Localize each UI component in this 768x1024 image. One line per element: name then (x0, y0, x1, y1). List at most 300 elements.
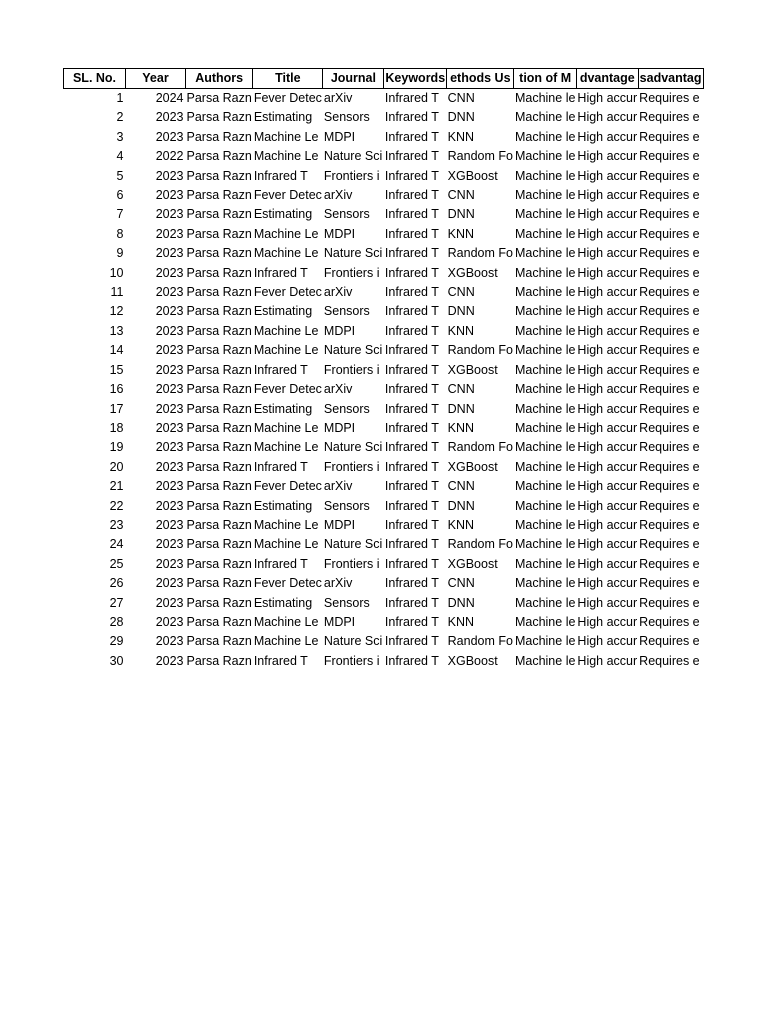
table-cell[interactable]: Random Fo (447, 537, 513, 552)
table-cell[interactable]: 2023 (155, 362, 184, 377)
table-cell[interactable]: 7 (116, 207, 124, 222)
table-cell[interactable]: 3 (116, 129, 124, 144)
table-cell[interactable]: 2023 (155, 420, 184, 435)
table-cell[interactable]: Parsa Razn (186, 285, 252, 300)
table-cell[interactable]: Parsa Razn (186, 634, 252, 649)
table-cell[interactable]: Frontiers i (323, 168, 380, 183)
table-cell[interactable]: Requires e (639, 517, 700, 532)
table-cell[interactable]: arXiv (323, 91, 353, 105)
table-cell[interactable]: DNN (447, 207, 475, 222)
table-cell[interactable]: XGBoost (447, 265, 498, 280)
table-cell[interactable]: Infrared T (384, 459, 439, 474)
table-cell[interactable]: Machine Le (253, 129, 319, 144)
table-cell[interactable]: Requires e (639, 362, 700, 377)
table-cell[interactable]: XGBoost (447, 653, 498, 668)
table-cell[interactable]: High accur (577, 653, 638, 668)
table-cell[interactable]: High accur (577, 265, 638, 280)
table-cell[interactable]: Parsa Razn (186, 382, 252, 397)
table-cell[interactable]: 4 (116, 149, 124, 164)
table-cell[interactable]: Infrared T (384, 246, 439, 261)
table-cell[interactable]: 2022 (155, 149, 184, 164)
table-cell[interactable]: High accur (577, 207, 638, 222)
table-cell[interactable]: Parsa Razn (186, 304, 252, 319)
table-cell[interactable]: 8 (116, 226, 124, 241)
table-cell[interactable]: High accur (577, 440, 638, 455)
table-cell[interactable]: Parsa Razn (186, 420, 252, 435)
table-cell[interactable]: XGBoost (447, 459, 498, 474)
table-cell[interactable]: 28 (109, 614, 124, 629)
table-cell[interactable]: Random Fo (447, 343, 513, 358)
table-cell[interactable]: Infrared T (384, 110, 439, 125)
table-cell[interactable]: Sensors (323, 110, 370, 125)
table-cell[interactable]: KNN (447, 129, 475, 144)
table-cell[interactable]: Infrared T (253, 556, 308, 571)
table-cell[interactable]: Parsa Razn (186, 110, 252, 125)
table-cell[interactable]: arXiv (323, 188, 353, 203)
table-cell[interactable]: XGBoost (447, 556, 498, 571)
table-cell[interactable]: 19 (109, 440, 124, 455)
table-cell[interactable]: Estimating (253, 498, 313, 513)
table-cell[interactable]: Machine Le (253, 420, 319, 435)
table-cell[interactable]: Machine le (514, 556, 576, 571)
table-cell[interactable]: 11 (110, 285, 124, 300)
table-cell[interactable]: Requires e (639, 323, 700, 338)
table-cell[interactable]: Sensors (323, 595, 370, 610)
table-cell[interactable]: 2023 (155, 207, 184, 222)
table-cell[interactable]: 2023 (155, 537, 184, 552)
table-cell[interactable]: Infrared T (384, 91, 439, 105)
table-cell[interactable]: Nature Sci (323, 440, 383, 455)
table-cell[interactable]: Parsa Razn (186, 556, 252, 571)
column-header[interactable]: dvantage (576, 69, 638, 89)
table-cell[interactable]: MDPI (323, 226, 356, 241)
table-cell[interactable]: Fever Detec (253, 285, 322, 300)
table-cell[interactable]: Fever Detec (253, 188, 322, 203)
table-cell[interactable]: 22 (109, 498, 124, 513)
table-cell[interactable]: High accur (577, 188, 638, 203)
table-cell[interactable]: Frontiers i (323, 556, 380, 571)
table-cell[interactable]: Nature Sci (323, 246, 383, 261)
table-cell[interactable]: Estimating (253, 304, 313, 319)
table-cell[interactable]: CNN (447, 479, 475, 494)
table-cell[interactable]: Infrared T (384, 498, 439, 513)
table-cell[interactable]: Requires e (639, 459, 700, 474)
table-cell[interactable]: High accur (577, 285, 638, 300)
table-cell[interactable]: Requires e (639, 343, 700, 358)
table-cell[interactable]: Parsa Razn (186, 91, 252, 105)
table-cell[interactable]: 2023 (155, 595, 184, 610)
table-cell[interactable]: High accur (577, 479, 638, 494)
table-cell[interactable]: Parsa Razn (186, 207, 252, 222)
table-cell[interactable]: Machine le (514, 110, 576, 125)
table-cell[interactable]: DNN (447, 498, 475, 513)
table-cell[interactable]: High accur (577, 246, 638, 261)
table-cell[interactable]: Nature Sci (323, 149, 383, 164)
table-cell[interactable]: Estimating (253, 595, 313, 610)
table-cell[interactable]: High accur (577, 517, 638, 532)
table-cell[interactable]: 2023 (155, 634, 184, 649)
table-cell[interactable]: Parsa Razn (186, 653, 252, 668)
table-cell[interactable]: 2023 (155, 653, 184, 668)
table-cell[interactable]: Machine le (514, 440, 576, 455)
table-cell[interactable]: Requires e (639, 537, 700, 552)
table-cell[interactable]: Infrared T (253, 265, 308, 280)
table-cell[interactable]: Requires e (639, 285, 700, 300)
table-cell[interactable]: Parsa Razn (186, 440, 252, 455)
table-cell[interactable]: Machine le (514, 498, 576, 513)
table-cell[interactable]: Random Fo (447, 149, 513, 164)
table-cell[interactable]: Machine le (514, 459, 576, 474)
table-cell[interactable]: Parsa Razn (186, 188, 252, 203)
table-cell[interactable]: 2023 (155, 440, 184, 455)
table-cell[interactable]: Parsa Razn (186, 362, 252, 377)
table-cell[interactable]: Infrared T (384, 556, 439, 571)
table-cell[interactable]: arXiv (323, 382, 353, 397)
table-cell[interactable]: Frontiers i (323, 362, 380, 377)
table-cell[interactable]: Machine Le (253, 440, 319, 455)
table-cell[interactable]: 2023 (155, 265, 184, 280)
table-cell[interactable]: 20 (109, 459, 124, 474)
table-cell[interactable]: arXiv (323, 479, 353, 494)
table-cell[interactable]: Machine Le (253, 343, 319, 358)
table-cell[interactable]: Requires e (639, 304, 700, 319)
table-cell[interactable]: High accur (577, 304, 638, 319)
table-cell[interactable]: Machine le (514, 537, 576, 552)
table-cell[interactable]: Requires e (639, 91, 700, 105)
table-cell[interactable]: KNN (447, 226, 475, 241)
table-cell[interactable]: 9 (116, 246, 124, 261)
table-cell[interactable]: Nature Sci (323, 343, 383, 358)
table-cell[interactable]: Machine le (514, 168, 576, 183)
table-cell[interactable]: arXiv (323, 285, 353, 300)
table-cell[interactable]: Parsa Razn (186, 537, 252, 552)
table-cell[interactable]: Requires e (639, 401, 700, 416)
table-cell[interactable]: Requires e (639, 653, 700, 668)
table-cell[interactable]: Machine le (514, 265, 576, 280)
table-cell[interactable]: Requires e (639, 614, 700, 629)
table-cell[interactable]: Infrared T (384, 440, 439, 455)
table-cell[interactable]: Parsa Razn (186, 226, 252, 241)
table-cell[interactable]: High accur (577, 362, 638, 377)
table-cell[interactable]: Machine Le (253, 634, 319, 649)
table-cell[interactable]: Requires e (639, 207, 700, 222)
table-cell[interactable]: 18 (109, 420, 124, 435)
table-cell[interactable]: CNN (447, 188, 475, 203)
table-cell[interactable]: 2023 (155, 226, 184, 241)
table-cell[interactable]: Fever Detec (253, 382, 322, 397)
table-cell[interactable]: MDPI (323, 614, 356, 629)
table-cell[interactable]: Infrared T (384, 614, 439, 629)
table-cell[interactable]: 2023 (155, 304, 184, 319)
table-cell[interactable]: High accur (577, 556, 638, 571)
table-cell[interactable]: High accur (577, 323, 638, 338)
table-cell[interactable]: High accur (577, 401, 638, 416)
table-cell[interactable]: Machine le (514, 188, 576, 203)
table-cell[interactable]: 30 (109, 653, 124, 668)
table-cell[interactable]: 17 (109, 401, 124, 416)
table-cell[interactable]: Machine le (514, 226, 576, 241)
table-cell[interactable]: 2023 (155, 168, 184, 183)
table-cell[interactable]: Requires e (639, 595, 700, 610)
table-cell[interactable]: 27 (109, 595, 124, 610)
table-cell[interactable]: Requires e (639, 576, 700, 591)
table-cell[interactable]: Random Fo (447, 634, 513, 649)
table-cell[interactable]: Machine le (514, 614, 576, 629)
table-cell[interactable]: Parsa Razn (186, 401, 252, 416)
column-header[interactable]: Year (126, 69, 186, 89)
table-cell[interactable]: High accur (577, 343, 638, 358)
table-cell[interactable]: Parsa Razn (186, 129, 252, 144)
table-cell[interactable]: Sensors (323, 304, 370, 319)
table-cell[interactable]: Requires e (639, 556, 700, 571)
table-cell[interactable]: MDPI (323, 420, 356, 435)
table-cell[interactable]: Machine Le (253, 517, 319, 532)
table-cell[interactable]: Machine le (514, 362, 576, 377)
table-cell[interactable]: Machine Le (253, 246, 319, 261)
table-cell[interactable]: Machine Le (253, 537, 319, 552)
column-header[interactable]: Keywords (384, 69, 447, 89)
table-cell[interactable]: XGBoost (447, 362, 498, 377)
table-cell[interactable]: Machine le (514, 323, 576, 338)
table-cell[interactable]: Infrared T (384, 285, 439, 300)
table-cell[interactable]: Requires e (639, 479, 700, 494)
table-cell[interactable]: XGBoost (447, 168, 498, 183)
table-cell[interactable]: Machine le (514, 129, 576, 144)
column-header[interactable]: sadvantag (638, 69, 703, 89)
table-cell[interactable]: 2023 (155, 323, 184, 338)
table-cell[interactable]: Parsa Razn (186, 479, 252, 494)
table-cell[interactable]: High accur (577, 168, 638, 183)
table-cell[interactable]: Machine le (514, 285, 576, 300)
table-cell[interactable]: 2023 (155, 498, 184, 513)
table-cell[interactable]: Infrared T (384, 323, 439, 338)
table-cell[interactable]: Parsa Razn (186, 343, 252, 358)
table-cell[interactable]: 2023 (155, 382, 184, 397)
table-cell[interactable]: 2023 (155, 110, 184, 125)
table-cell[interactable]: Requires e (639, 246, 700, 261)
table-cell[interactable]: 2023 (155, 614, 184, 629)
table-cell[interactable]: Parsa Razn (186, 517, 252, 532)
table-cell[interactable]: Machine le (514, 304, 576, 319)
table-cell[interactable]: High accur (577, 149, 638, 164)
table-cell[interactable]: Infrared T (384, 188, 439, 203)
column-header[interactable]: ethods Us (447, 69, 514, 89)
table-cell[interactable]: Frontiers i (323, 459, 380, 474)
table-cell[interactable]: 2 (116, 110, 124, 125)
table-cell[interactable]: Estimating (253, 110, 313, 125)
table-cell[interactable]: Infrared T (384, 129, 439, 144)
table-cell[interactable]: CNN (447, 91, 475, 105)
table-cell[interactable]: Machine le (514, 576, 576, 591)
table-cell[interactable]: Sensors (323, 498, 370, 513)
table-cell[interactable]: 14 (109, 343, 124, 358)
table-cell[interactable]: Infrared T (384, 479, 439, 494)
table-cell[interactable]: CNN (447, 576, 475, 591)
table-cell[interactable]: arXiv (323, 576, 353, 591)
table-cell[interactable]: 16 (109, 382, 124, 397)
table-cell[interactable]: 2023 (155, 517, 184, 532)
table-cell[interactable]: Estimating (253, 401, 313, 416)
table-cell[interactable]: DNN (447, 401, 475, 416)
table-cell[interactable]: Parsa Razn (186, 149, 252, 164)
table-cell[interactable]: 2023 (155, 129, 184, 144)
table-cell[interactable]: Machine le (514, 246, 576, 261)
table-cell[interactable]: Machine le (514, 420, 576, 435)
table-cell[interactable]: 2023 (155, 459, 184, 474)
table-cell[interactable]: Infrared T (384, 343, 439, 358)
table-cell[interactable]: Infrared T (384, 420, 439, 435)
table-cell[interactable]: Machine le (514, 91, 576, 105)
table-cell[interactable]: High accur (577, 91, 638, 105)
table-cell[interactable]: Random Fo (447, 440, 513, 455)
table-cell[interactable]: Infrared T (384, 149, 439, 164)
table-cell[interactable]: Infrared T (253, 168, 308, 183)
table-cell[interactable]: Fever Detec (253, 576, 322, 591)
table-cell[interactable]: 26 (109, 576, 124, 591)
table-cell[interactable]: 10 (109, 265, 124, 280)
table-cell[interactable]: High accur (577, 595, 638, 610)
table-cell[interactable]: High accur (577, 459, 638, 474)
table-cell[interactable]: Infrared T (384, 537, 439, 552)
table-cell[interactable]: Parsa Razn (186, 323, 252, 338)
table-cell[interactable]: 2023 (155, 556, 184, 571)
table-cell[interactable]: High accur (577, 537, 638, 552)
table-cell[interactable]: Requires e (639, 382, 700, 397)
table-cell[interactable]: Fever Detec (253, 91, 322, 105)
table-cell[interactable]: High accur (577, 382, 638, 397)
table-cell[interactable]: 1 (116, 91, 124, 105)
column-header[interactable]: SL. No. (64, 69, 126, 89)
table-cell[interactable]: 2023 (155, 576, 184, 591)
table-cell[interactable]: Infrared T (384, 382, 439, 397)
table-cell[interactable]: 21 (109, 479, 124, 494)
table-cell[interactable]: Infrared T (384, 207, 439, 222)
table-cell[interactable]: 12 (109, 304, 124, 319)
table-cell[interactable]: 2023 (155, 479, 184, 494)
table-cell[interactable]: Machine le (514, 382, 576, 397)
table-cell[interactable]: Infrared T (384, 265, 439, 280)
column-header[interactable]: tion of M (514, 69, 576, 89)
table-cell[interactable]: Parsa Razn (186, 246, 252, 261)
table-cell[interactable]: Infrared T (384, 168, 439, 183)
table-cell[interactable]: CNN (447, 285, 475, 300)
table-cell[interactable]: High accur (577, 129, 638, 144)
table-cell[interactable]: Machine le (514, 207, 576, 222)
table-cell[interactable]: Infrared T (384, 653, 439, 668)
table-cell[interactable]: DNN (447, 110, 475, 125)
table-cell[interactable]: 25 (109, 556, 124, 571)
table-cell[interactable]: KNN (447, 323, 475, 338)
table-cell[interactable]: High accur (577, 420, 638, 435)
table-cell[interactable]: 2023 (155, 343, 184, 358)
table-cell[interactable]: 2023 (155, 188, 184, 203)
table-cell[interactable]: Infrared T (384, 362, 439, 377)
table-cell[interactable]: 23 (109, 517, 124, 532)
table-cell[interactable]: Machine le (514, 595, 576, 610)
table-cell[interactable]: Sensors (323, 401, 370, 416)
table-cell[interactable]: MDPI (323, 517, 356, 532)
table-cell[interactable]: Infrared T (253, 362, 308, 377)
table-cell[interactable]: High accur (577, 614, 638, 629)
table-cell[interactable]: Requires e (639, 634, 700, 649)
table-cell[interactable]: 6 (116, 188, 124, 203)
table-cell[interactable]: Machine Le (253, 614, 319, 629)
table-cell[interactable]: KNN (447, 420, 475, 435)
table-cell[interactable]: Parsa Razn (186, 459, 252, 474)
table-cell[interactable]: Requires e (639, 440, 700, 455)
table-cell[interactable]: High accur (577, 498, 638, 513)
table-cell[interactable]: Machine le (514, 653, 576, 668)
table-cell[interactable]: Infrared T (384, 634, 439, 649)
table-cell[interactable]: Nature Sci (323, 634, 383, 649)
table-cell[interactable]: Machine le (514, 343, 576, 358)
table-cell[interactable]: Machine le (514, 634, 576, 649)
table-cell[interactable]: Fever Detec (253, 479, 322, 494)
table-cell[interactable]: Requires e (639, 226, 700, 241)
table-cell[interactable]: Requires e (639, 129, 700, 144)
table-cell[interactable]: Infrared T (384, 226, 439, 241)
table-cell[interactable]: Infrared T (253, 459, 308, 474)
table-cell[interactable]: Requires e (639, 498, 700, 513)
table-cell[interactable]: Parsa Razn (186, 614, 252, 629)
table-cell[interactable]: Estimating (253, 207, 313, 222)
table-cell[interactable]: 24 (109, 537, 124, 552)
table-cell[interactable]: Machine le (514, 479, 576, 494)
table-cell[interactable]: Requires e (639, 110, 700, 125)
column-header[interactable]: Title (253, 69, 323, 89)
table-cell[interactable]: Parsa Razn (186, 265, 252, 280)
table-cell[interactable]: Infrared T (384, 304, 439, 319)
table-cell[interactable]: High accur (577, 634, 638, 649)
table-cell[interactable]: Sensors (323, 207, 370, 222)
table-cell[interactable]: 15 (109, 362, 124, 377)
table-cell[interactable]: Frontiers i (323, 265, 380, 280)
table-cell[interactable]: KNN (447, 517, 475, 532)
table-cell[interactable]: Requires e (639, 168, 700, 183)
table-cell[interactable]: CNN (447, 382, 475, 397)
table-cell[interactable]: MDPI (323, 129, 356, 144)
table-cell[interactable]: MDPI (323, 323, 356, 338)
table-cell[interactable]: Machine le (514, 517, 576, 532)
table-cell[interactable]: DNN (447, 304, 475, 319)
table-cell[interactable]: Parsa Razn (186, 595, 252, 610)
table-cell[interactable]: Machine le (514, 149, 576, 164)
table-cell[interactable]: 5 (116, 168, 124, 183)
table-cell[interactable]: Parsa Razn (186, 576, 252, 591)
table-cell[interactable]: Infrared T (384, 595, 439, 610)
table-cell[interactable]: 13 (109, 323, 124, 338)
table-cell[interactable]: Infrared T (384, 517, 439, 532)
table-cell[interactable]: Nature Sci (323, 537, 383, 552)
table-cell[interactable]: 2023 (155, 246, 184, 261)
table-cell[interactable]: 2023 (155, 401, 184, 416)
table-cell[interactable]: 2023 (155, 285, 184, 300)
table-cell[interactable]: Requires e (639, 188, 700, 203)
table-cell[interactable]: Machine Le (253, 323, 319, 338)
table-cell[interactable]: 29 (109, 634, 124, 649)
table-cell[interactable]: DNN (447, 595, 475, 610)
table-cell[interactable]: High accur (577, 576, 638, 591)
table-cell[interactable]: High accur (577, 226, 638, 241)
table-cell[interactable]: Requires e (639, 149, 700, 164)
table-cell[interactable]: Machine Le (253, 149, 319, 164)
column-header[interactable]: Journal (323, 69, 384, 89)
table-cell[interactable]: Frontiers i (323, 653, 380, 668)
table-cell[interactable]: High accur (577, 110, 638, 125)
table-cell[interactable]: KNN (447, 614, 475, 629)
table-cell[interactable]: Parsa Razn (186, 168, 252, 183)
table-cell[interactable]: Infrared T (384, 576, 439, 591)
